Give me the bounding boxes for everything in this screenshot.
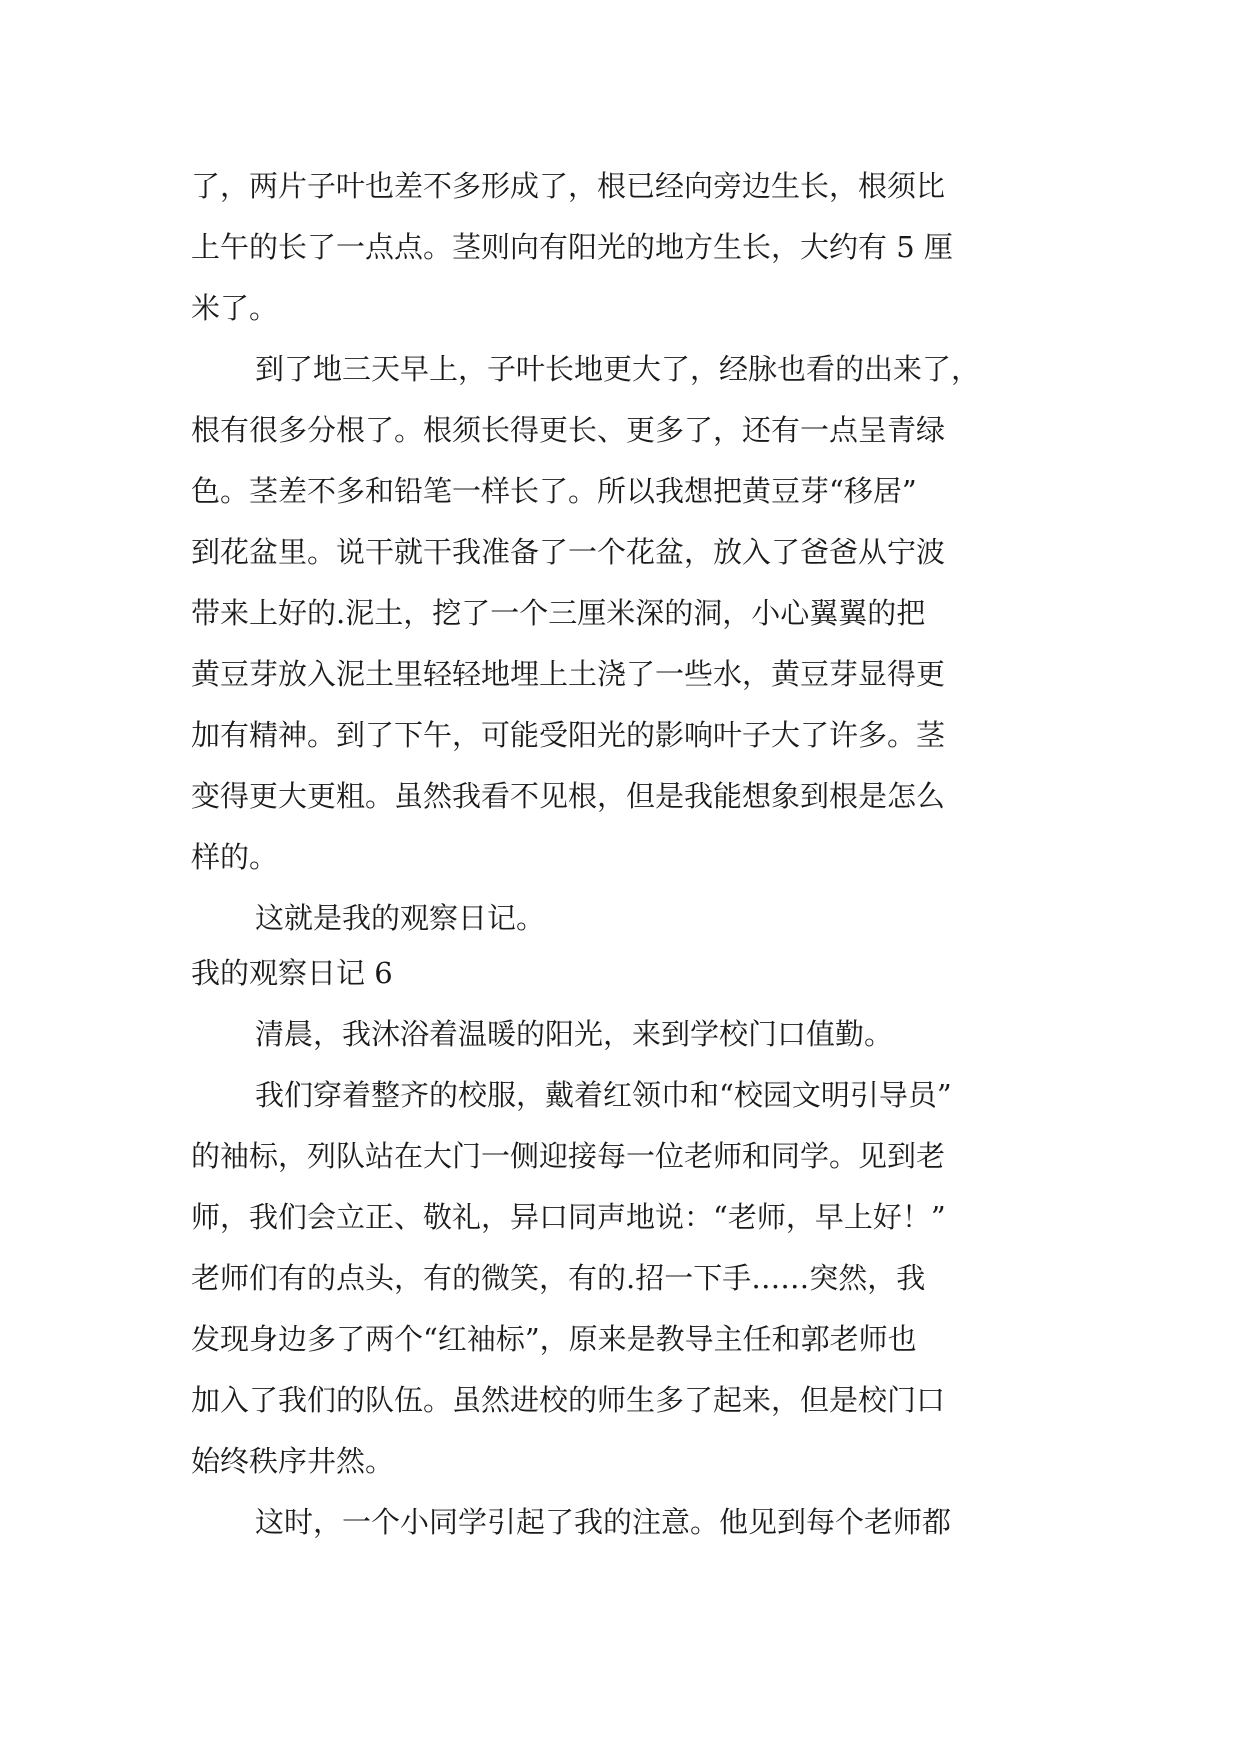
paragraph — [191, 888, 1051, 949]
text-line: 上午的长了一点点。茎则向有阳光的地方生长，大约有 5 厘 — [191, 230, 953, 264]
paragraph — [191, 339, 1051, 888]
text-line: 我们穿着整齐的校服，戴着红领巾和“校园文明引导员” — [255, 1078, 952, 1112]
text-line: 米了。 — [191, 291, 279, 325]
text-line: 加入了我们的队伍。虽然进校的师生多了起来，但是校门口 — [191, 1383, 946, 1417]
paragraph — [191, 156, 1051, 339]
text-line: 了，两片子叶也差不多形成了，根已经向旁边生长，根须比 — [191, 169, 946, 203]
text-line: 根有很多分根了。根须长得更长、更多了，还有一点呈青绿 — [191, 413, 946, 447]
text-line: 始终秩序井然。 — [191, 1444, 395, 1478]
text-line: 加有精神。到了下午，可能受阳光的影响叶子大了许多。茎 — [191, 718, 946, 752]
text-line: 带来上好的.泥土，挖了一个三厘米深的洞，小心翼翼的把 — [191, 596, 926, 630]
diary-section-6 — [191, 943, 1051, 1553]
text-line: 清晨，我沐浴着温暖的阳光，来到学校门口值勤。 — [255, 1017, 894, 1051]
text-line: 黄豆芽放入泥土里轻轻地埋上土浇了一些水，黄豆芽显得更 — [191, 657, 946, 691]
text-line: 师，我们会立正、敬礼，异口同声地说：“老师，早上好！” — [191, 1200, 946, 1234]
text-line: 到了地三天早上，子叶长地更大了，经脉也看的出来了， — [255, 352, 981, 386]
paragraph — [191, 1004, 1051, 1065]
text-line: 老师们有的点头，有的微笑，有的.招一下手……突然，我 — [191, 1261, 926, 1295]
paragraph — [191, 1492, 1051, 1553]
diary-section-continued — [191, 156, 1051, 949]
text-line: 发现身边多了两个“红袖标”，原来是教导主任和郭老师也 — [191, 1322, 917, 1356]
paragraph — [191, 1065, 1051, 1492]
text-line: 这就是我的观察日记。 — [255, 901, 546, 935]
section-heading: 我的观察日记 6 — [191, 956, 393, 990]
text-line: 样的。 — [191, 840, 279, 874]
text-line: 的袖标，列队站在大门一侧迎接每一位老师和同学。见到老 — [191, 1139, 946, 1173]
text-line: 这时，一个小同学引起了我的注意。他见到每个老师都 — [255, 1505, 952, 1539]
text-line: 变得更大更粗。虽然我看不见根，但是我能想象到根是怎么 — [191, 779, 946, 813]
text-line: 到花盆里。说干就干我准备了一个花盆，放入了爸爸从宁波 — [191, 535, 946, 569]
text-line: 色。茎差不多和铅笔一样长了。所以我想把黄豆芽“移居” — [191, 474, 917, 508]
